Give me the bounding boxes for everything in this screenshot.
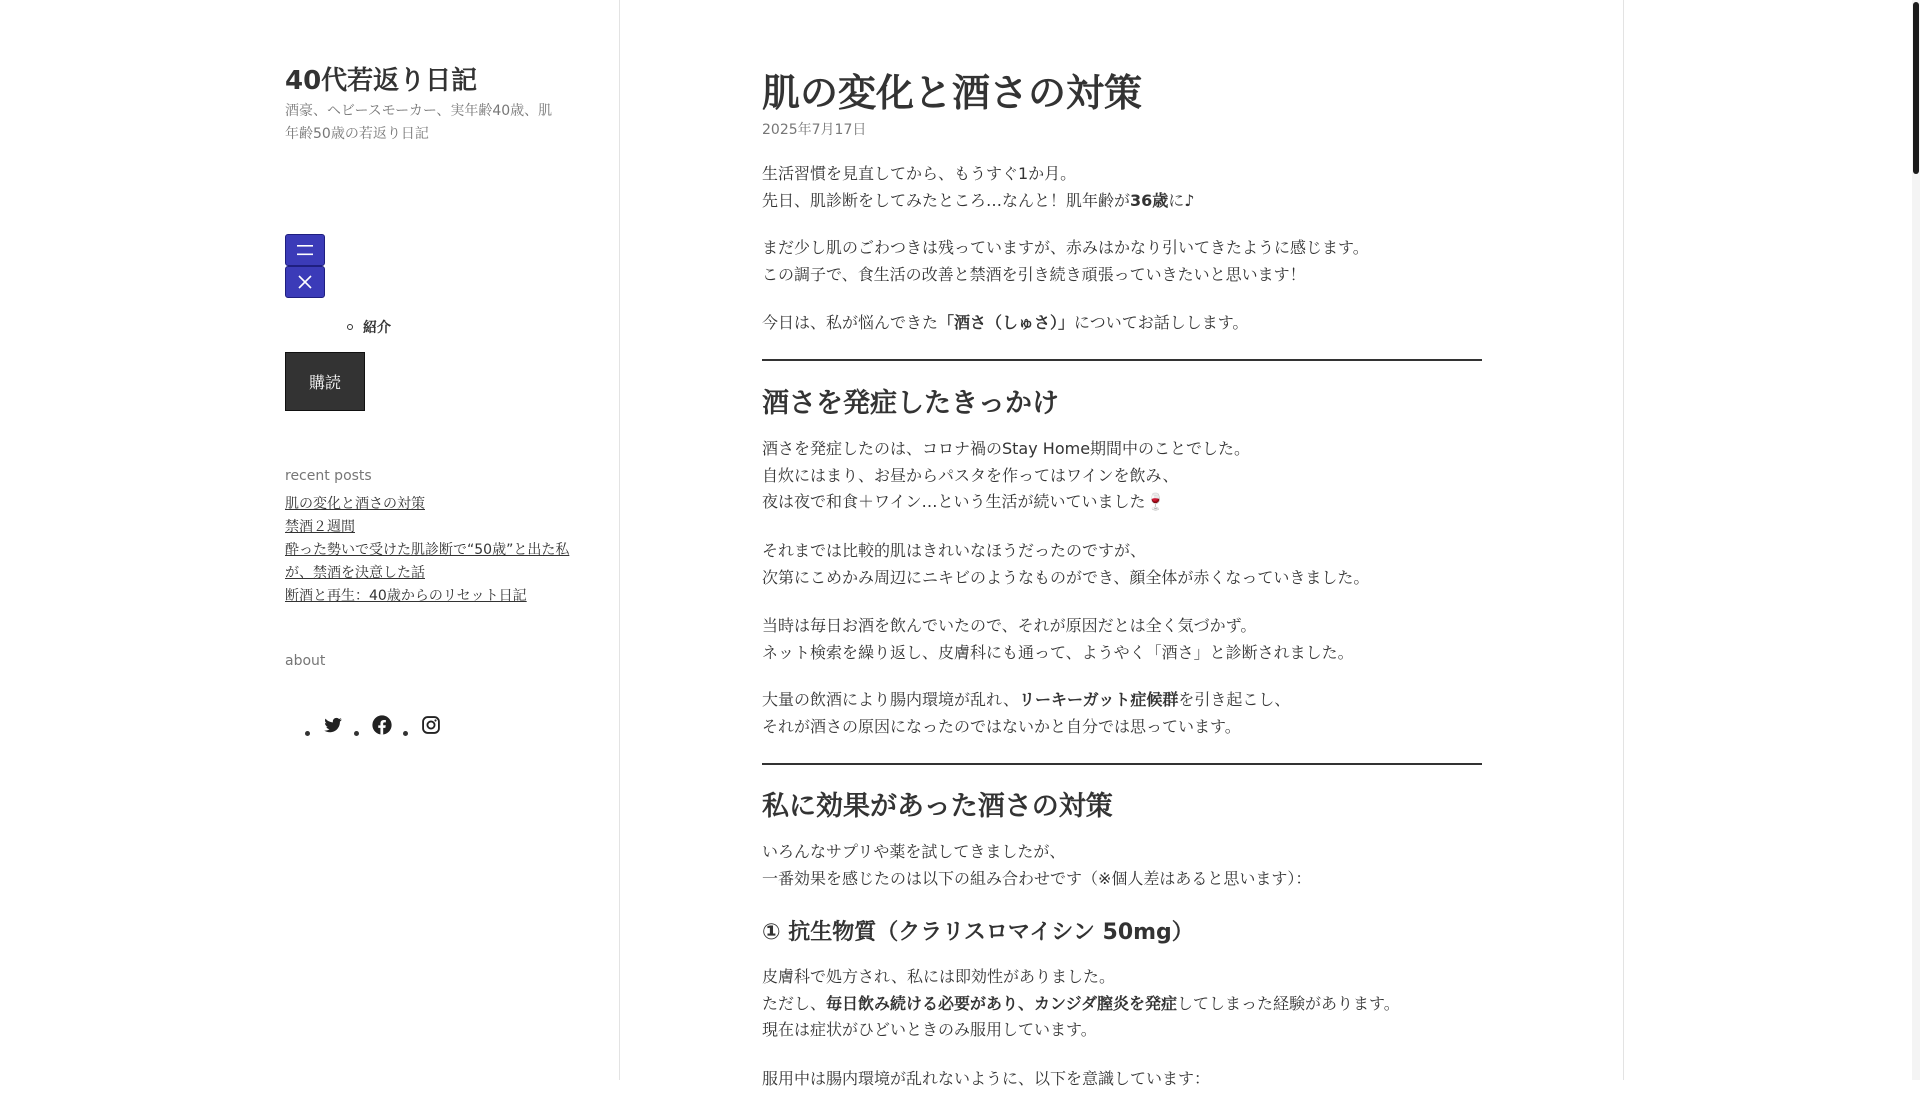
paragraph (762, 613, 1502, 666)
menu-open-button[interactable] (285, 234, 325, 266)
paragraph (762, 538, 1502, 591)
paragraph (762, 310, 1502, 337)
text-line: 現在は症状がひどいときのみ服用しています。 (762, 1020, 1097, 1039)
text-line: についてお話しします。 (1074, 313, 1249, 332)
text-line: 生活習慣を見直してから、もうすぐ1か月。 (762, 164, 1077, 183)
text-line: 酒さを発症したのは、コロナ禍のStay Home期間中のことでした。 (762, 439, 1251, 458)
scrollbar[interactable] (1912, 0, 1920, 1080)
facebook-icon (371, 714, 393, 736)
bold-text: 36歳 (1130, 190, 1169, 210)
paragraph (762, 1066, 1502, 1093)
separator (762, 359, 1482, 361)
instagram-link[interactable] (420, 714, 442, 736)
text-line: 次第にこめかみ周辺にニキビのようなものができ、顔全体が赤くなっていきました。 (762, 567, 1370, 587)
bold-text: リーキーガット症候群 (1018, 690, 1179, 709)
text-line: ネット検索を繰り返し、皮膚科にも通って、ようやく「酒さ」と診断されました。 (762, 642, 1354, 662)
instagram-icon (421, 715, 441, 735)
subsection-heading: ① 抗生物質（クラリスロマイシン 50mg） (762, 920, 1194, 945)
recent-post-link[interactable]: 禁酒２週間 (285, 519, 355, 535)
text-line: 皮膚科で処方され、私には即効性がありました。 (762, 967, 1115, 986)
text-line: いろんなサプリや薬を試してきましたが、 (762, 842, 1066, 861)
left-border (619, 0, 620, 1080)
section-heading: 酒さを発症したきっかけ (762, 388, 1059, 419)
list-item (285, 585, 575, 608)
text-line: 夜は夜で和食＋ワイン…という生活が続いていました🍷 (762, 492, 1166, 511)
text-line: 今日は、私が悩んできた (762, 313, 939, 332)
recent-post-link[interactable]: 酔った勢いで受けた肌診断で“50歳”と出た私が、禁酒を決意した話 (285, 542, 570, 581)
text-line: に♪ (1168, 190, 1195, 210)
menu-close-button[interactable] (285, 266, 325, 298)
twitter-icon (322, 715, 344, 735)
about-title: about (285, 653, 326, 669)
text-line: この調子で、食生活の改善と禁酒を引き続き頑張っていきたいと思います！ (762, 264, 1306, 284)
text-line: 当時は毎日お酒を飲んでいたので、それが原因だとは全く気づかず。 (762, 616, 1257, 635)
nav-bullet (347, 324, 353, 330)
nav-item-label: 紹介 (363, 320, 391, 336)
text-line: 自炊にはまり、お昼からパスタを作ってはワインを飲み、 (762, 465, 1179, 485)
text-line: ただし、 (762, 993, 827, 1013)
paragraph (762, 839, 1502, 892)
text-line: 先日、肌診断をしてみたところ…なんと！肌年齢が (762, 190, 1131, 210)
text-line: それが酒さの原因になったのではないかと自分では思っています。 (762, 716, 1241, 736)
paragraph (762, 964, 1502, 1044)
recent-posts-list (285, 493, 575, 608)
social-links (305, 714, 452, 736)
subscribe-button[interactable]: 購読 (285, 352, 365, 411)
twitter-link[interactable] (322, 714, 344, 736)
paragraph (762, 235, 1502, 288)
site-description: 酒豪、ヘビースモーカー、実年齢40歳、肌年齢50歳の若返り日記 (285, 103, 553, 142)
list-item (285, 539, 575, 585)
list-bullet (354, 731, 359, 736)
recent-posts-title: recent posts (285, 468, 372, 484)
list-bullet (403, 731, 408, 736)
facebook-link[interactable] (371, 714, 393, 736)
menu-icon (296, 243, 314, 257)
paragraph (762, 436, 1502, 516)
separator (762, 763, 1482, 765)
paragraph (762, 161, 1502, 214)
close-icon (297, 274, 313, 290)
recent-post-link[interactable]: 肌の変化と酒さの対策 (285, 496, 425, 512)
scrollbar-thumb[interactable] (1913, 2, 1919, 174)
nav-item-about[interactable] (347, 317, 391, 337)
text-line: 大量の飲酒により腸内環境が乱れ、 (762, 690, 1019, 709)
list-item (285, 516, 575, 539)
post-title: 肌の変化と酒さの対策 (762, 71, 1143, 115)
text-line: してしまった経験があります。 (1176, 993, 1400, 1013)
sidebar (0, 0, 619, 1080)
list-bullet (305, 731, 310, 736)
bold-text: 毎日飲み続ける必要があり、カンジダ膣炎を発症 (826, 993, 1177, 1013)
text-line: を引き起こし、 (1178, 690, 1291, 709)
site-title[interactable]: 40代若返り日記 (285, 66, 478, 96)
post-date[interactable]: 2025年7月17日 (762, 122, 867, 138)
text-line: 一番効果を感じたのは以下の組み合わせです（※個人差はあると思います）： (762, 868, 1312, 888)
list-item (285, 493, 575, 516)
section-heading: 私に効果があった酒さの対策 (762, 791, 1113, 822)
bold-text: 「酒さ（しゅさ）」 (938, 313, 1075, 332)
text-line: 服用中は腸内環境が乱れないように、以下を意識しています： (762, 1069, 1211, 1088)
text-line: それまでは比較的肌はきれいなほうだったのですが、 (762, 541, 1147, 560)
paragraph (762, 687, 1502, 740)
text-line: まだ少し肌のごわつきは残っていますが、赤みはかなり引いてきたように感じます。 (762, 238, 1369, 257)
recent-post-link[interactable]: 断酒と再生：40歳からのリセット日記 (285, 588, 527, 604)
right-border (1623, 0, 1624, 1080)
